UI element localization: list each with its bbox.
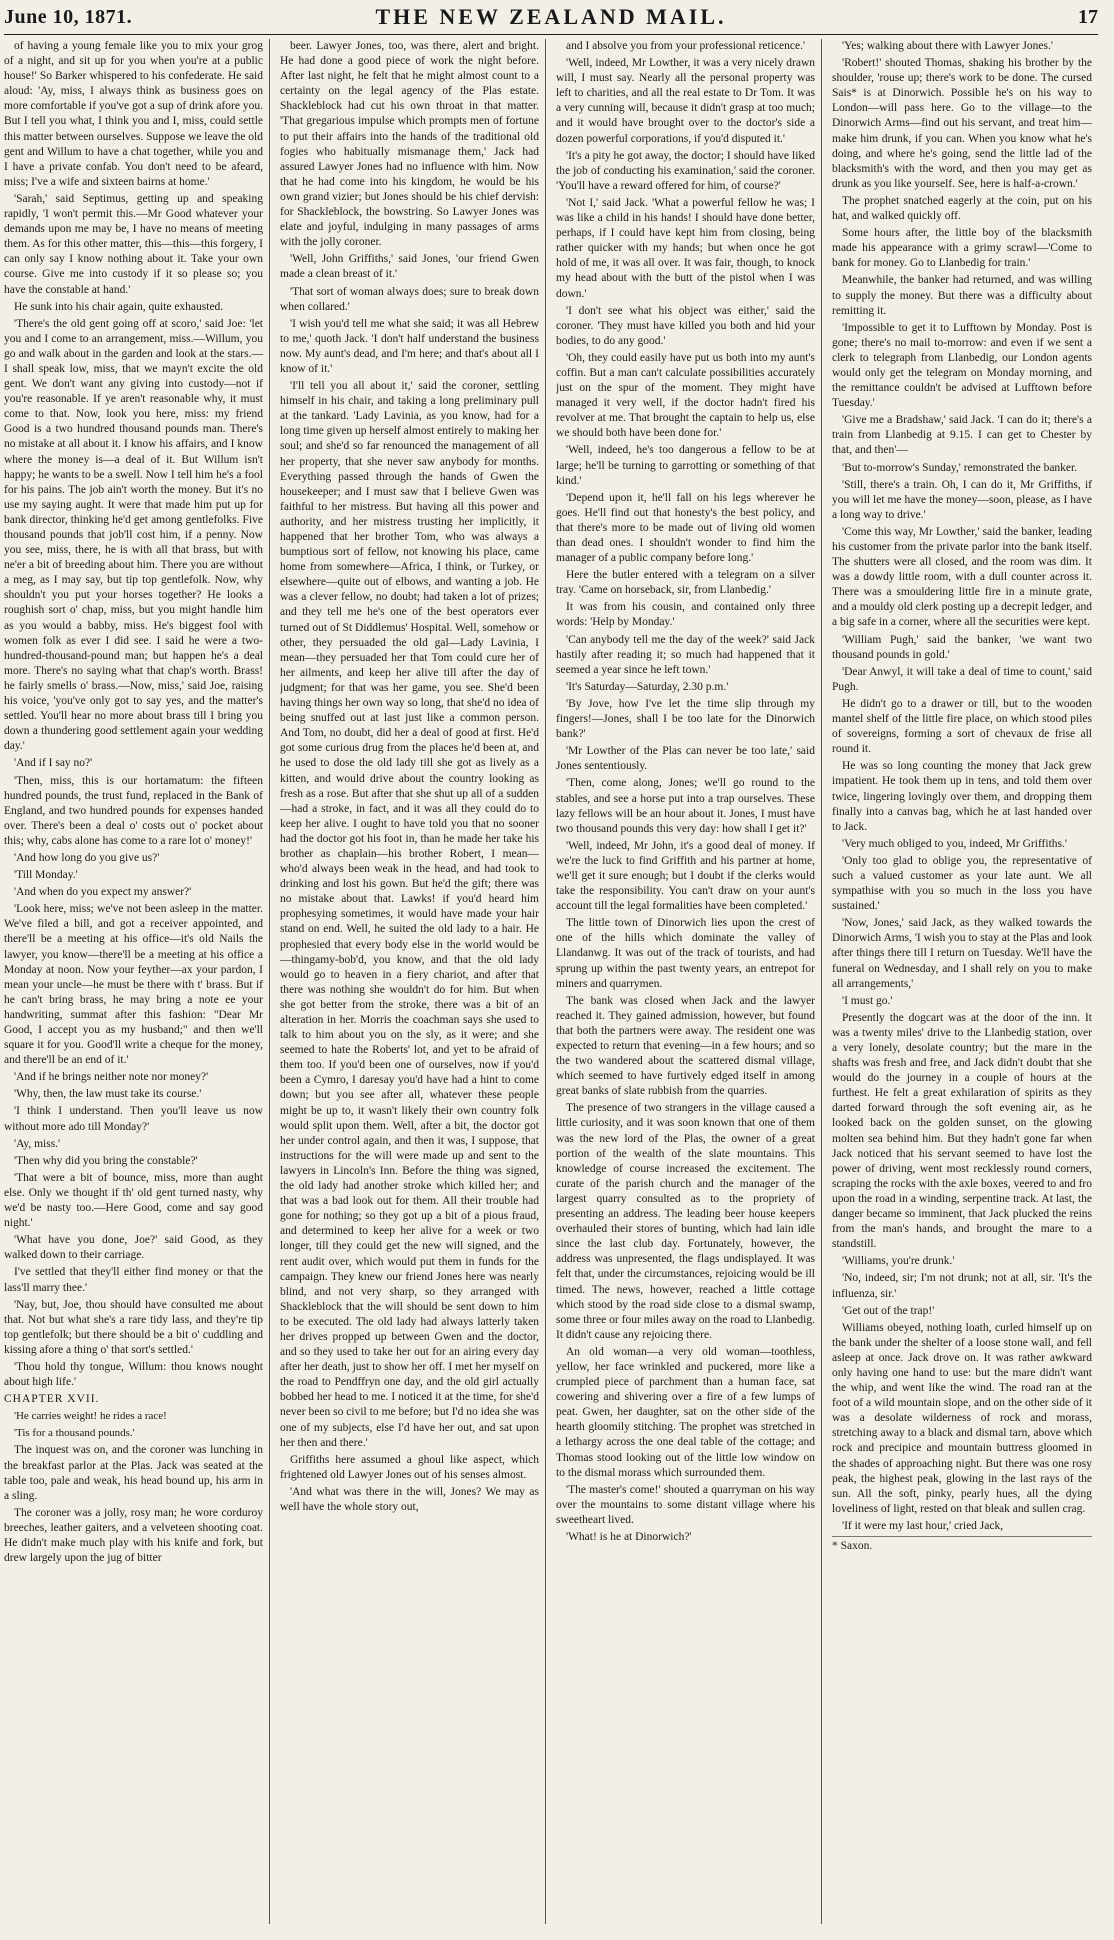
paragraph: 'If it were my last hour,' cried Jack,	[842, 1519, 1004, 1532]
paragraph: Some hours after, the little boy of the blacksmith made his appearance with a grimy scrawl—'Come to bank for money. Go to Llanbedig for train.'	[832, 227, 1092, 270]
paragraph: 'Well, John Griffiths,' said Jones, 'our friend Gwen made a clean breast of it.'	[280, 253, 539, 281]
paragraph: 'Still, there's a train. Oh, I can do it, Mr Griffiths, if you will let me have the money—soon, please, as I have a long way to drive.'	[832, 478, 1092, 521]
paragraph: 'Thou hold thy tongue, Willum: thou knows nought about high life.'	[4, 1360, 263, 1389]
column-4	[832, 39, 1098, 1924]
paragraph: 'There's the old gent going off at scoro,' said Joe: 'let you and I come to an arrangement, miss.—Willum, you go and walk about in the garden and look at the stars.—I shall speak low, miss, that we mayn't excite the old gent. We don't want any giving into custody—not if you're reasonable. If ye aren't reasonable why, it must come to that. Now, look you here, miss: my friend Good is a two hundred thousand pounds man. There's no mistake at all about it. I know his affairs, and I know where the money is—a deal of it. But Willum isn't happy; he wants to be a swell. Now I tell him he's a fool for his pains. The job ain't worth the money. But it's no use my saying aught. It were that made him put up for bank director, thinking he'd get among gentlefolks. Five thousand pounds that job'll cost him, if a penny. Now you see, miss, there, he is with all that brass, but with ne'er a bit of breeding about him. There you are without a meg, as I may say, but tip top gentlefolk. Now, why shouldn't you put your horses together? He looks a roughish sort o' chap, miss, but you might handle him as you would a babby, miss. He's biggest fool with women folk as ever I did see. I said he were a two-hundred-thousand-pound man; but happen he's a deal more. There's no saying what that chap's worth. Brass! he fairly smells o' brass.—Now, miss,' said Joe, raising his voice, 'you've only got to say yes, and the matter's settled. You'll hear no more about brass till I bring you down a thundering good settlement again your wedding day.'	[4, 317, 263, 753]
paragraph: 'Give me a Bradshaw,' said Jack. 'I can do it; there's a train from Llanbedig at 9.15. I can get to Chester by that, and then'—	[832, 414, 1092, 457]
paragraph: 'Dear Anwyl, it will take a deal of time to count,' said Pugh.	[832, 665, 1092, 693]
paragraph: The presence of two strangers in the village caused a little curiosity, and it was soon known that one of them was the new lord of the Plas, the owner of a great portion of the wealth of the slate mountains. This knowledge of course increased the excitement. The curate of the parish church and the manager of the largest quarry consulted as to the propriety of presenting an address. The leading beer house keepers overhauled their stores of bunting, which had lain idle since the last club day. Fortunately, however, the address was unpresented, the flags undisplayed. It was felt that, under the circumstances, rejoicing would be ill timed. The news, however, reached a little cottage which stood by the road side close to a dismal swamp, some three or four miles away on the road to Llanbedig. It didn't cause any rejoicing there.	[556, 1102, 815, 1341]
paragraph: 'Then why did you bring the constable?'	[14, 1154, 198, 1167]
paragraph: 'Come this way, Mr Lowther,' said the banker, leading his customer from the private parlor into the bank itself. The shutters were all closed, and the room was dim. It was a dowdy little room, with a dull counter across it. There was a smouldering little fire in a minute grate, and a mouldy old clerk posting up a decrepit ledger, and a big safe in a corner, where all the securities were kept.	[832, 525, 1092, 629]
paragraph: He was so long counting the money that Jack grew impatient. He took them up in tens, and told them over twice, lingering lovingly over them, and dropping them finally into a canvas bag, which he at last handed over to Jack.	[832, 760, 1092, 833]
paragraph: 'Till Monday.'	[14, 869, 78, 882]
paragraph: 'But to-morrow's Sunday,' remonstrated the banker.	[842, 461, 1078, 474]
issue-date: June 10, 1871.	[4, 5, 133, 28]
paragraph: 'Then, come along, Jones; we'll go round to the stables, and see a horse put into a trap ourselves. These lazy fellows will be an hour about it. Jones, I must have two thousand pounds this very day: how shall I get it?'	[556, 777, 815, 835]
paragraph: He didn't go to a drawer or till, but to the wooden mantel shelf of the little fire place, on which stood piles of sovereigns, forming a sort of chevaux de frise all round it.	[832, 697, 1092, 756]
paragraph: 'Robert!' shouted Thomas, shaking his brother by the shoulder, 'rouse up; there's work to be done. The cursed Sais* is at Dinorwich. Possible he's on his way to London—will pass here. Go to the village—to the Dinorwich Arms—find out his servant, and treat him—make him drunk, if you can. When you know what he's doing, and where he's going, send the little lad of the blacksmith's with the word, and then you may get as drunk as you like yourself. See, here is half-a-crown.'	[832, 57, 1092, 190]
paragraph: 'What have you done, Joe?' said Good, as they walked down to their carriage.	[4, 1234, 263, 1262]
paragraph: 'Yes; walking about there with Lawyer Jones.'	[842, 40, 1053, 52]
paragraph: 'Nay, but, Joe, thou should have consulted me about that. Not but what she's a rare tidy lass, and they're tip top gentlefolk; but there should be a bit o' cuddling and kissing afore a thing o' that sort's settled.'	[4, 1298, 263, 1356]
paragraph: An old woman—a very old woman—toothless, yellow, her face wrinkled and puckered, more like a crumpled piece of parchment than a human face, sat cowering and shivering over a fire of a few lumps of peat. Gwen, her daughter, sat on the other side of the hearth gloomily stitching. The prophet was stretched in a lethargy across the one deal table of the cottage; and Thomas stood looking out of the little low window on to the dismal morass which surrounded them.	[556, 1345, 815, 1479]
paragraph: 'Now, Jones,' said Jack, as they walked towards the Dinorwich Arms, 'I wish you to stay at the Plas and look after things there till I return on Tuesday. We'll have the funeral on Wednesday, and I shall rely on you to make all arrangements,'	[832, 917, 1092, 990]
paragraph: 'I think I understand. Then you'll leave us now without more ado till Monday?'	[4, 1105, 263, 1133]
paragraph: 'Why, then, the law must take its course.'	[14, 1088, 202, 1101]
paragraph: 'Impossible to get it to Lufftown by Monday. Post is gone; there's no mail to-morrow: and even if we sent a clerk to telegraph from Llanbedig, our London agents would only get the telegram on Monday morning, and the remittance couldn't be advised at Lufftown before Tuesday.'	[832, 321, 1092, 410]
paragraph: Williams obeyed, nothing loath, curled himself up on the bank under the shelter of a loose stone wall, and fell asleep at once. Jack drove on. It was rather awkward only having one hand to use: but the mare didn't want the whip, and went like the wind. The road ran at the foot of a wild mountain slope, and on the other side of it was a desolate wilderness of rock and morass, stretching away to a black and dismal tarn, above which rock and precipice and mountain buttress gloomed in the shades of approaching night. But there was one rosy peak, the highest peak, glowing in the last rays of the sun. All the soft, pinky, pearly hues, all the dying loveliness of light, rested on that bleak and sullen crag.	[832, 1321, 1092, 1515]
paragraph: 'Williams, you're drunk.'	[842, 1255, 955, 1268]
paragraph: 'That were a bit of bounce, miss, more than aught else. Only we thought if th' old gent turned nasty, why we'd be nasty too.—Here Good, come and say good night.'	[4, 1171, 263, 1230]
article-columns	[4, 39, 1098, 1924]
paragraph: 'Depend upon it, he'll fall on his legs wherever he goes. He'll find out that honesty's the best policy, and that there's more to be made out of living old women than dead ones. I shouldn't wonder to find him the manager of a public company before long.'	[556, 491, 815, 565]
page-number: 17	[1078, 5, 1098, 28]
paragraph: He sunk into his chair again, quite exhausted.	[14, 300, 224, 313]
paragraph: Meanwhile, the banker had returned, and was willing to supply the money. But there was a difficulty about remitting it.	[832, 274, 1092, 317]
paragraph: The little town of Dinorwich lies upon the crest of one of the hills which dominate the valley of Llandanwg. It was out of the track of tourists, and had sprung up within the past twenty years, an entrepot for miners and quarrymen.	[556, 917, 815, 990]
paragraph: It was from his cousin, and contained only three words: 'Help by Monday.'	[556, 601, 815, 629]
column-1	[4, 39, 270, 1924]
paragraph: The coroner was a jolly, rosy man; he wore corduroy breeches, leather gaiters, and a velveteen shooting coat. He didn't make much play with his knife and fork, but drew largely upon the jug of bitter	[4, 1506, 263, 1565]
paragraph: 'Sarah,' said Septimus, getting up and speaking rapidly, 'I won't permit this.—Mr Good whatever your demands upon me may be, I have no means of meeting them. As for this other matter, this—this—this forgery, I can only say I know nothing about it. Take your own course. Give me into custody if it so please so; you have the constable at hand.'	[4, 192, 263, 296]
paragraph: 'Ay, miss.'	[14, 1137, 61, 1150]
paragraph: and I absolve you from your professional reticence.'	[566, 40, 806, 52]
masthead	[4, 0, 1098, 35]
paragraph: Griffiths here assumed a ghoul like aspect, which frightened old Lawyer Jones out of his senses almost.	[280, 1453, 539, 1481]
paragraph: 'And when do you expect my answer?'	[14, 886, 192, 899]
epigraph-line: 'Tis for a thousand pounds.'	[14, 1427, 135, 1440]
paragraph: 'Look here, miss; we've not been asleep in the matter. We've filed a bill, and got a receiver appointed, and there'll be a meeting at his office—it's old Nails the lawyer, you know—there'll be a meeting at his office a Monday at noon. Now your feyther—ax your pardon, I mean your uncle—he must be there with t' brass. But if he can't bring brass, he may bring a note ee your handwriting, summat after this fashion: "Dear Mr Good, I accept you as my husband;" and then we'll square it for you. Good'll write a cheque for the money, and there'll be an end of it.'	[4, 903, 263, 1067]
paragraph: 'Well, indeed, he's too dangerous a fellow to be at large; he'll be turning to garrotting or something of that kind.'	[556, 444, 815, 487]
paragraph: 'By Jove, how I've let the time slip through my fingers!—Jones, shall I be too late for the Dinorwich bank?'	[556, 697, 815, 741]
paragraph: 'That sort of woman always does; sure to break down when collared.'	[280, 285, 539, 313]
footnote: * Saxon.	[832, 1536, 1092, 1554]
paragraph: 'It's Saturday—Saturday, 2.30 p.m.'	[566, 680, 729, 693]
paragraph: 'And what was there in the will, Jones? We may as well have the whole story out,	[280, 1485, 539, 1513]
paragraph: The inquest was on, and the coroner was lunching in the breakfast parlor at the Plas. Jack was seated at the table too, pale and weak, his head bound up, his arm in a sling.	[4, 1444, 263, 1502]
paragraph: 'Not I,' said Jack. 'What a powerful fellow he was; I was like a child in his hands! I should have done better, perhaps, if I could have kept him from closing, being rather quicker with my hands; but when once he got hold of me, it was all over. It was fair, though, to knock my head about with the butt of the pistol when I was down.'	[556, 196, 815, 300]
paragraph: 'I must go.'	[842, 994, 893, 1007]
chapter-heading: CHAPTER XVII.	[4, 1393, 100, 1406]
paragraph: 'I wish you'd tell me what she said; it was all Hebrew to me,' quoth Jack. 'I don't half understand the business now. My aunt's dead, and I'm here; and that's about all I know of it.'	[280, 317, 539, 375]
paragraph: 'Then, miss, this is our hortamatum: the fifteen hundred pounds, the trust fund, replaced in the Bank of England, and two hundred pounds for expenses handed over. There's been a deal o' costs out o' pocket about this; why, cabs alone has come to a rare lot o' money!'	[4, 774, 263, 847]
paragraph: 'Oh, they could easily have put us both into my aunt's coffin. But a man can't calculate possibilities accurately just on the spur of the moment. They might have managed it very well, if the doctor hadn't fired his revolver at me. That brought the captain to help us, else we should both have been done for.'	[556, 351, 815, 440]
newspaper-title: THE NEW ZEALAND MAIL.	[375, 4, 727, 29]
column-3	[556, 39, 822, 1924]
paragraph: 'And if he brings neither note nor money?'	[14, 1071, 209, 1084]
paragraph: 'Can anybody tell me the day of the week?' said Jack hastily after reading it; so much had happened that it seemed a year since he left town.'	[556, 633, 815, 676]
paragraph: 'William Pugh,' said the banker, 'we want two thousand pounds in gold.'	[832, 633, 1092, 661]
paragraph: 'Only too glad to oblige you, the representative of such a valued customer as your late aunt. We all sympathise with you so much in the loss you have sustained.'	[832, 854, 1092, 913]
paragraph: 'The master's come!' shouted a quarryman on his way over the mountains to some distant village where his sweetheart lived.	[556, 1483, 815, 1526]
paragraph: 'Get out of the trap!'	[842, 1304, 935, 1317]
paragraph: 'Well, indeed, Mr Lowther, it was a very nicely drawn will, I must say. Nearly all the personal property was left to charities, and all the real estate to Dr Tom. It was a very cunning will, because it didn't grasp at too much; and it would have brought over to the doctor's side a dozen powerful corporations, if you'd disputed it.'	[556, 57, 815, 145]
paragraph: 'Mr Lowther of the Plas can never be too late,' said Jones sententiously.	[556, 745, 815, 773]
column-2	[280, 39, 546, 1924]
paragraph: 'And how long do you give us?'	[14, 851, 160, 864]
paragraph: Here the butler entered with a telegram on a silver tray. 'Came on horseback, sir, from Llanbedig.'	[556, 569, 815, 597]
paragraph: Presently the dogcart was at the door of the inn. It was a twenty miles' drive to the Llanbedig station, over a very lonely, desolate country; but the mare in the shafts was fresh and free, and Jack didn't doubt that she would do the journey in a couple of hours at the furthest. He felt a great exhilaration of spirits as they darted forward through the soft evening air, as he looked back on the golden sunset, on the glowing molten sea behind him. But they hadn't gone far when Jack noticed that his servant seemed to have lost the power of driving, went most recklessly round corners, scraping the rocks with the axle boxes, veered to and fro upon the road in a winding, serpentine track. At last, the danger became so imminent, that Jack plucked the reins from the man's hands, and brought the mare to a standstill.	[832, 1011, 1092, 1251]
paragraph: beer. Lawyer Jones, too, was there, alert and bright. He had done a good piece of work the night before. After last night, he felt that he might almost count to a certainty on the legal agency of the Plas estate. Shackleblock had cut his own throat in that matter. 'That gregarious impulse which prompts men of fortune to put their affairs into the hands of the traditional old fogies who habitually mismanage them,' Jack had assured Lawyer Jones had no influence with him. Now that he had come into his kingdom, he would be his own grand vizier; but Jones should be his chief dervish: for Shackleblock, the bowstring. So Lawyer Jones was elate and joyful, indulging in many passages of arms with the jolly coroner.	[280, 40, 539, 249]
paragraph: 'And if I say no?'	[14, 757, 93, 770]
paragraph: I've settled that they'll either find money or that the lass'll marry thee.'	[4, 1266, 263, 1294]
paragraph: 'I don't see what his object was either,' said the coroner. 'They must have killed you both and hid your bodies, to do any good.'	[556, 304, 815, 347]
epigraph-line: 'He carries weight! he rides a race!	[14, 1410, 167, 1423]
paragraph: The prophet snatched eagerly at the coin, put on his hat, and walked quickly off.	[832, 194, 1092, 223]
paragraph: 'No, indeed, sir; I'm not drunk; not at all, sir. 'It's the influenza, sir.'	[832, 1272, 1092, 1300]
paragraph: 'It's a pity he got away, the doctor; I should have liked the job of conducting his examination,' said the coroner. 'You'll have a reward offered for him, of course?'	[556, 149, 815, 192]
paragraph: of having a young female like you to mix your grog of a night, and sit up for you when you're at a public house!' So Barker whispered to his confederate. He said aloud: 'Ay, miss, I always think as business goes on more comfortable if you've got a sup of drink afore you. But I tell you what, I think you and I, miss, could settle this matter between ourselves. Suppose we leave the old gent and Willum to have a chat together, while you and I have a private confab. You don't need to be afeard, miss; I've a wife and sixteen bairns at home.'	[4, 40, 263, 188]
paragraph: 'Very much obliged to you, indeed, Mr Griffiths.'	[842, 837, 1067, 850]
paragraph: 'What! is he at Dinorwich?'	[566, 1531, 692, 1543]
paragraph: 'Well, indeed, Mr John, it's a good deal of money. If we're the luck to find Griffith and his partner at home, we'll get it sure enough; but I doubt if the clerks would take the responsibility. You can't draw on your aunt's account till the legal formalities have been completed.'	[556, 839, 815, 913]
paragraph: The bank was closed when Jack and the lawyer reached it. They gained admission, however, but found that both the partners were away. The resident one was expected to return that evening—in a few hours; and so the two wandered about the scattered dismal village, which seemed to have furtively edged itself in among great banks of slate rubbish from the quarries.	[556, 994, 815, 1098]
paragraph: 'I'll tell you all about it,' said the coroner, settling himself in his chair, and taking a long preliminary pull at the tankard. 'Lady Lavinia, as you know, had for a long time given up herself almost entirely to making her soul; and she'd so far renounced the management of all her property, that she never saw anybody for months. Everything passed through the hands of Gwen the housekeeper; and I must saw that I believe Gwen was faithful to her mistress. But having all this power and authority, and her mistress trusting her implicitly, it happened that her brother Tom, who was always a bumptious sort of fellow, not knowing his place, came home from somewhere—Africa, I think, or Turkey, or elsewhere—quite out of elbows, and wanting a job. He was a clever fellow, no doubt; had taken a lot of prizes; and they tell me he's one of the best operators ever turned out of St Diddlemus' Hospital. Well, somehow or other, they persuaded the old gal—Lady Lavinia, I mean—they persuaded her that Tom could cure her of her ailments, and keep her alive till after the day of judgment; for that was her game, you see. She'd been having things her own way so long, that she'd no idea of being snuffed out at last just like a common person. And Tom, no doubt, did her a deal of good at first. He'd got some curious drug from the places he'd been at, and he used to dose the old lady till she got as lively as a kitten, and would drive about the country looking as fresh as a rose. But after that she shut up all of a sudden—had a stroke, in fact, and it was all they could do to keep her alive. I ought to have told you that no sooner had the doctor got his foot in, than he made her take his brother as chaplain—his brother Robert, I mean—who'd always been weak in the head, and had took to drinking and lost his gown. But he'd the gift; there was no mistake about that. Lawks! if you'd heard him prophesying sometimes, it would have made your hair stand on end. Well, he suited the old lady to a hair. He prophesied that every body else in the world would be—thingamy-bob'd, you know, and that the old lady would go to heaven in a fiery chariot, and after that there was nothing she wouldn't do for him. But when she got better from the stroke, there was a bit of an alteration in her. Morris the coachman says she used to talk to him about you on the sly, as it were; and she seemed to hate the Roberts' lot, and yet to be afraid of them too. If you'd been one of ourselves, now if you'd been a Cymro, I daresay you'd have had a hint to come down; but you see after all, whatever these people might be up to, it wasn't likely their own country folk would split upon them. Well, after a bit, the doctor got her under control again, and then it was, I suppose, that instructions for the will were made up and sent to the lawyers in Lincoln's Inn. Before the thing was signed, the old lady had another stroke which killed her; and that was a bad look out for them. All their trouble had gone for nothing; so they got up a bit of a pious fraud, and determined to keep her alive for a week or two longer, till they could get the new will signed, and the rent audit over, which would put them in funds for the campaign. They knew our friend Jones here was nearly blind, and not very sharp, so they arranged with Shackleblock that the will should be sent down to him to be executed. The old lady had always latterly taken her drives propped up between Gwen and the doctor, and so they used to take her out for an airing every day after her death, just to show her off. I met her myself on the road to Pendffryn one day, and the old girl actually bobbed her head to me. I noticed it at the time, for she'd never been so civil to me before; but I'd no idea she was one of my subjects, else I'd have her out, and sat upon her then and there.'	[280, 380, 540, 1449]
